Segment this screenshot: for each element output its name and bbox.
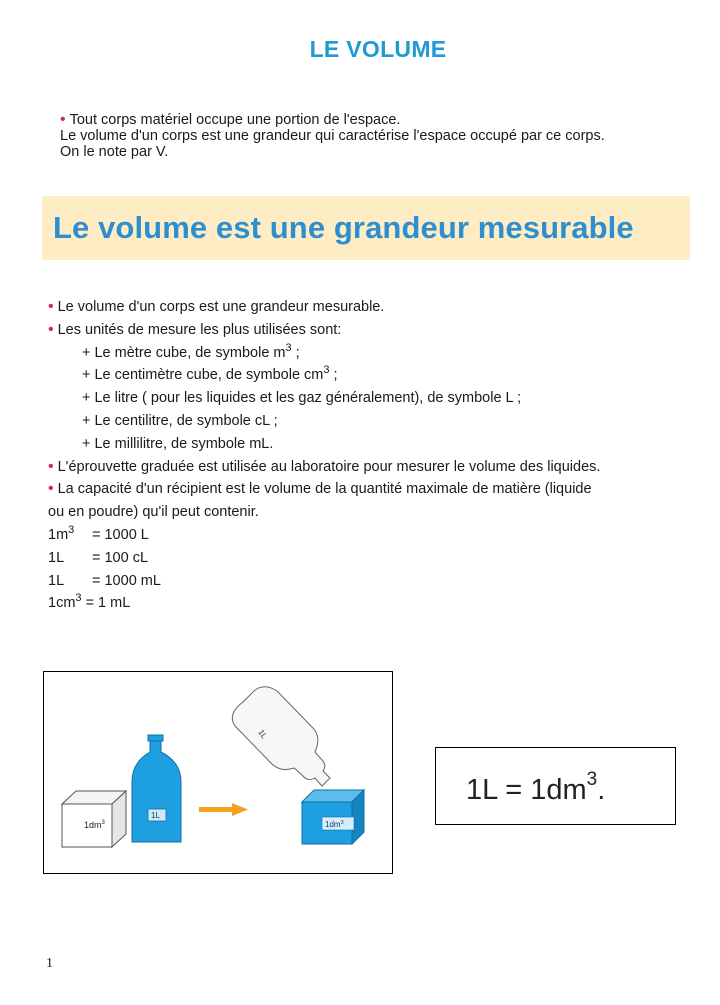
- volume-illustration: [43, 671, 393, 874]
- intro-line-3: On le note par V.: [60, 144, 169, 160]
- empty-cube-label: $1dm^3$: [84, 820, 105, 830]
- arrow-icon: [199, 803, 248, 816]
- tilted-bottle-icon: [232, 687, 330, 786]
- illustration-svg: [44, 672, 392, 873]
- point-2: • Les unités de mesure les plus utilisées sont:: [48, 320, 342, 338]
- bottle-icon: [132, 735, 181, 842]
- unit-item-litre: + Le litre ( pour les liquides et les gaz généralement), de symbole L ;: [82, 390, 522, 407]
- unit-item-m3: + Le mètre cube, de symbole $m^3$ ;: [82, 341, 300, 361]
- conversion-ml: 1L = 1000 mL: [48, 572, 161, 589]
- unit-item-millilitre: + Le millilitre, de symbole mL.: [82, 435, 274, 452]
- page-title: LE VOLUME: [309, 36, 447, 62]
- section-banner: [42, 196, 690, 260]
- page-number: 1: [46, 956, 53, 971]
- intro-block: [60, 112, 700, 160]
- bullet-icon: •: [48, 298, 54, 315]
- content-body: [48, 296, 688, 615]
- equation-box: [435, 747, 676, 825]
- filled-cube-label: $1dm^3$: [325, 820, 344, 829]
- tilted-bottle-label: 1L: [256, 727, 269, 741]
- unit-item-centilitre: + Le centilitre, de symbole cL ;: [82, 412, 278, 429]
- empty-cube-icon: [62, 791, 126, 847]
- point-4-continued: ou en poudre) qu'il peut contenir.: [48, 504, 259, 521]
- equation-text: $1L = 1dm^3$.: [466, 769, 606, 806]
- bullet-icon: •: [48, 457, 54, 475]
- point-3: • L'éprouvette graduée est utilisée au laboratoire pour mesurer le volume des liquides.: [48, 457, 601, 475]
- conversion-m3: $1m^3 = 1000$ L: [48, 523, 149, 543]
- filled-cube-icon: [302, 790, 364, 844]
- intro-line-1: • Tout corps matériel occupe une portion de l'espace.: [60, 111, 401, 128]
- section-heading: Le volume est une grandeur mesurable: [53, 210, 634, 245]
- unit-item-cm3: + Le centimètre cube, de symbole $cm^3$ ;: [82, 364, 338, 384]
- bullet-icon: •: [60, 111, 66, 128]
- conversion-cm3: $1cm^3 = 1$ mL: [48, 592, 131, 612]
- bottle-label: 1L: [151, 811, 160, 820]
- bullet-icon: •: [48, 480, 54, 498]
- conversion-cl: 1L = 100 cL: [48, 549, 149, 566]
- intro-line-2: Le volume d'un corps est une grandeur qui caractérise l'espace occupé par ce corps.: [60, 128, 605, 144]
- point-4: • La capacité d'un récipient est le volume de la quantité maximale de matière (liquide: [48, 480, 592, 498]
- point-1: • Le volume d'un corps est une grandeur mesurable.: [48, 298, 385, 315]
- bullet-icon: •: [48, 320, 54, 338]
